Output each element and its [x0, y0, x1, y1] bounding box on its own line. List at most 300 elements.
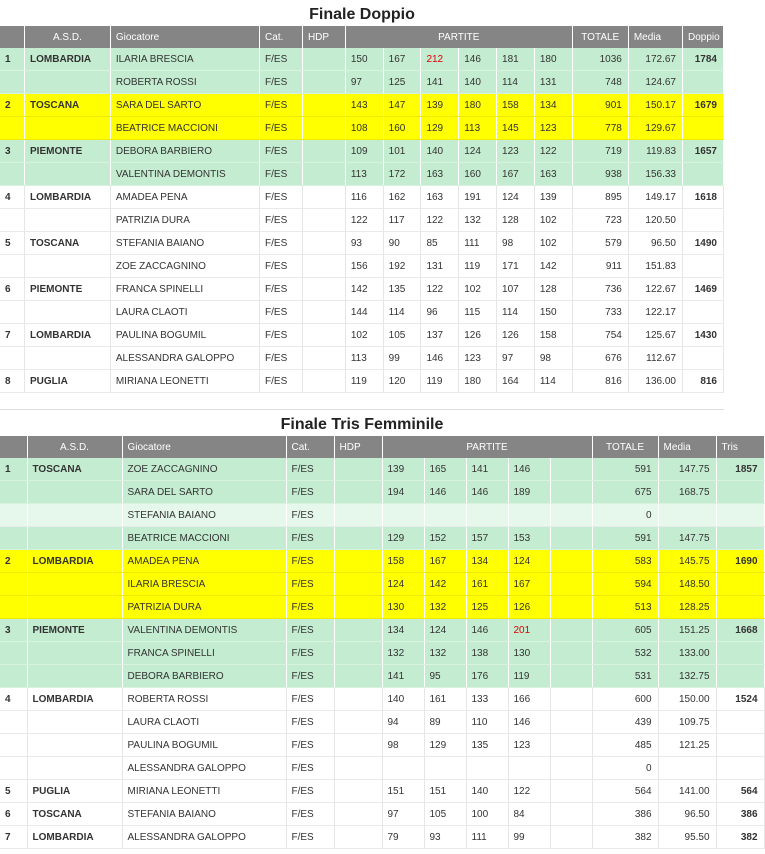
game-score-cell: 150 [534, 301, 572, 324]
game-score-cell: 101 [383, 140, 421, 163]
player-name-cell: VALENTINA DEMONTIS [110, 163, 259, 186]
game-score-cell: 139 [421, 94, 459, 117]
position-cell [0, 209, 25, 232]
tris-body [0, 458, 764, 849]
player-name-cell: STEFANIA BAIANO [122, 803, 286, 826]
totale-cell: 439 [592, 711, 658, 734]
position-cell [0, 734, 27, 757]
game-score-cell: 160 [383, 117, 421, 140]
game-score-cell: 102 [459, 278, 497, 301]
player-name-cell: FRANCA SPINELLI [110, 278, 259, 301]
game-score-cell: 98 [497, 232, 535, 255]
game-score-cell: 93 [424, 826, 466, 849]
game-score-cell: 114 [497, 71, 535, 94]
team-score-cell [716, 481, 764, 504]
player-name-cell: ILARIA BRESCIA [122, 573, 286, 596]
player-name-cell: BEATRICE MACCIONI [122, 527, 286, 550]
hdp-cell [334, 550, 382, 573]
media-cell: 151.25 [658, 619, 716, 642]
game-score-cell: 129 [382, 527, 424, 550]
game-score-cell: 201 [508, 619, 550, 642]
game-score-cell: 132 [424, 642, 466, 665]
asd-cell [27, 711, 122, 734]
game-score-cell: 124 [424, 619, 466, 642]
player-name-cell: AMADEA PENA [122, 550, 286, 573]
game-score-cell: 125 [383, 71, 421, 94]
game-score-cell: 124 [382, 573, 424, 596]
team-score-cell: 386 [716, 803, 764, 826]
media-cell: 119.83 [628, 140, 682, 163]
category-cell: F/ES [286, 688, 334, 711]
table-row [0, 370, 724, 393]
game-score-cell: 130 [382, 596, 424, 619]
game-score-cell: 90 [383, 232, 421, 255]
table-row [0, 209, 724, 232]
player-name-cell: PATRIZIA DURA [110, 209, 259, 232]
position-cell: 1 [0, 458, 27, 481]
game-score-cell: 144 [345, 301, 383, 324]
table-row [0, 301, 724, 324]
category-cell: F/ES [260, 163, 303, 186]
asd-cell: LOMBARDIA [27, 688, 122, 711]
header-cat: Cat. [286, 436, 334, 458]
game-score-cell: 146 [466, 481, 508, 504]
game-score-cell: 180 [459, 370, 497, 393]
position-cell [0, 757, 27, 780]
totale-cell: 532 [592, 642, 658, 665]
asd-cell [27, 757, 122, 780]
category-cell: F/ES [286, 826, 334, 849]
media-cell: 136.00 [628, 370, 682, 393]
game-score-cell: 161 [466, 573, 508, 596]
table-row [0, 573, 764, 596]
category-cell: F/ES [286, 573, 334, 596]
game-score-cell: 146 [466, 619, 508, 642]
game-score-cell: 146 [508, 711, 550, 734]
game-score-cell: 113 [345, 347, 383, 370]
hdp-cell [334, 826, 382, 849]
game-score-cell [466, 504, 508, 527]
header-asd: A.S.D. [27, 436, 122, 458]
media-cell: 96.50 [658, 803, 716, 826]
player-name-cell: AMADEA PENA [110, 186, 259, 209]
game-score-cell: 94 [382, 711, 424, 734]
game-score-cell [466, 757, 508, 780]
empty-game-cell [550, 757, 592, 780]
game-score-cell: 113 [459, 117, 497, 140]
game-score-cell: 150 [345, 48, 383, 71]
category-cell: F/ES [260, 209, 303, 232]
totale-cell: 816 [572, 370, 628, 393]
game-score-cell: 156 [345, 255, 383, 278]
game-score-cell: 141 [421, 71, 459, 94]
asd-cell [27, 573, 122, 596]
hdp-cell [334, 734, 382, 757]
team-score-cell [716, 596, 764, 619]
game-score-cell: 122 [345, 209, 383, 232]
game-score-cell: 180 [459, 94, 497, 117]
player-name-cell: BEATRICE MACCIONI [110, 117, 259, 140]
game-score-cell: 137 [421, 324, 459, 347]
game-score-cell: 167 [508, 573, 550, 596]
game-score-cell: 146 [508, 458, 550, 481]
game-score-cell: 143 [345, 94, 383, 117]
game-score-cell: 120 [383, 370, 421, 393]
game-score-cell: 131 [421, 255, 459, 278]
totale-cell: 1036 [572, 48, 628, 71]
empty-game-cell [550, 803, 592, 826]
player-name-cell: MIRIANA LEONETTI [110, 370, 259, 393]
game-score-cell [382, 504, 424, 527]
empty-game-cell [550, 481, 592, 504]
empty-game-cell [550, 642, 592, 665]
game-score-cell: 163 [421, 163, 459, 186]
hdp-cell [302, 324, 345, 347]
empty-game-cell [550, 504, 592, 527]
media-cell: 112.67 [628, 347, 682, 370]
empty-game-cell [550, 573, 592, 596]
game-score-cell: 84 [508, 803, 550, 826]
player-name-cell: ROBERTA ROSSI [122, 688, 286, 711]
header-hdp: HDP [302, 26, 345, 48]
asd-cell [25, 347, 111, 370]
game-score-cell: 107 [497, 278, 535, 301]
game-score-cell: 123 [534, 117, 572, 140]
table-row [0, 619, 764, 642]
media-cell: 145.75 [658, 550, 716, 573]
category-cell: F/ES [260, 186, 303, 209]
game-score-cell: 140 [421, 140, 459, 163]
position-cell: 3 [0, 140, 25, 163]
position-cell: 4 [0, 688, 27, 711]
asd-cell: PIEMONTE [25, 140, 111, 163]
hdp-cell [334, 642, 382, 665]
position-cell [0, 255, 25, 278]
position-cell: 8 [0, 370, 25, 393]
asd-cell: PUGLIA [27, 780, 122, 803]
asd-cell [27, 734, 122, 757]
game-score-cell: 163 [534, 163, 572, 186]
game-score-cell: 126 [497, 324, 535, 347]
table-row [0, 803, 764, 826]
table-row [0, 458, 764, 481]
media-cell: 149.17 [628, 186, 682, 209]
hdp-cell [302, 94, 345, 117]
player-name-cell: ZOE ZACCAGNINO [110, 255, 259, 278]
media-cell: 156.33 [628, 163, 682, 186]
category-cell: F/ES [286, 757, 334, 780]
game-score-cell: 130 [508, 642, 550, 665]
game-score-cell: 167 [424, 550, 466, 573]
totale-cell: 733 [572, 301, 628, 324]
category-cell: F/ES [286, 527, 334, 550]
position-cell [0, 642, 27, 665]
table-row [0, 826, 764, 849]
header-pos [0, 26, 25, 48]
game-score-cell: 194 [382, 481, 424, 504]
table-row [0, 711, 764, 734]
position-cell [0, 347, 25, 370]
game-score-cell: 167 [497, 163, 535, 186]
team-score-cell: 1690 [716, 550, 764, 573]
table-row [0, 642, 764, 665]
game-score-cell: 98 [534, 347, 572, 370]
position-cell [0, 596, 27, 619]
doppio-table [0, 26, 724, 393]
team-score-cell [683, 255, 724, 278]
position-cell: 7 [0, 324, 25, 347]
team-score-cell: 1618 [683, 186, 724, 209]
category-cell: F/ES [260, 370, 303, 393]
totale-cell: 513 [592, 596, 658, 619]
game-score-cell: 189 [508, 481, 550, 504]
team-score-cell: 564 [716, 780, 764, 803]
game-score-cell [424, 504, 466, 527]
game-score-cell: 125 [466, 596, 508, 619]
team-score-cell: 1857 [716, 458, 764, 481]
game-score-cell: 134 [382, 619, 424, 642]
category-cell: F/ES [286, 711, 334, 734]
game-score-cell: 122 [508, 780, 550, 803]
table-row [0, 232, 724, 255]
header-partite: PARTITE [382, 436, 592, 458]
empty-game-cell [550, 665, 592, 688]
asd-cell: TOSCANA [27, 458, 122, 481]
game-score-cell: 79 [382, 826, 424, 849]
game-score-cell: 135 [383, 278, 421, 301]
media-cell: 151.83 [628, 255, 682, 278]
table-row [0, 504, 764, 527]
game-score-cell: 142 [345, 278, 383, 301]
game-score-cell [382, 757, 424, 780]
asd-cell: TOSCANA [25, 232, 111, 255]
category-cell: F/ES [286, 550, 334, 573]
hdp-cell [302, 278, 345, 301]
game-score-cell: 96 [421, 301, 459, 324]
position-cell [0, 711, 27, 734]
hdp-cell [334, 596, 382, 619]
position-cell: 1 [0, 48, 25, 71]
team-score-cell [716, 711, 764, 734]
media-cell: 96.50 [628, 232, 682, 255]
hdp-cell [302, 370, 345, 393]
hdp-cell [334, 688, 382, 711]
empty-game-cell [550, 596, 592, 619]
game-score-cell: 111 [466, 826, 508, 849]
hdp-cell [302, 71, 345, 94]
asd-cell: LOMBARDIA [27, 826, 122, 849]
game-score-cell: 95 [424, 665, 466, 688]
position-cell [0, 481, 27, 504]
totale-cell: 895 [572, 186, 628, 209]
category-cell: F/ES [286, 780, 334, 803]
game-score-cell: 141 [466, 458, 508, 481]
table-row [0, 550, 764, 573]
totale-cell: 600 [592, 688, 658, 711]
game-score-cell: 122 [421, 209, 459, 232]
asd-cell [27, 504, 122, 527]
team-score-cell: 1524 [716, 688, 764, 711]
game-score-cell: 102 [534, 209, 572, 232]
game-score-cell: 129 [421, 117, 459, 140]
game-score-cell: 114 [534, 370, 572, 393]
team-score-cell [716, 757, 764, 780]
game-score-cell: 89 [424, 711, 466, 734]
game-score-cell: 122 [421, 278, 459, 301]
asd-cell: PUGLIA [25, 370, 111, 393]
category-cell: F/ES [260, 278, 303, 301]
player-name-cell: ILARIA BRESCIA [110, 48, 259, 71]
doppio-title: Finale Doppio [309, 6, 415, 23]
game-score-cell: 166 [508, 688, 550, 711]
hdp-cell [302, 186, 345, 209]
totale-cell: 583 [592, 550, 658, 573]
hdp-cell [334, 803, 382, 826]
doppio-body [0, 48, 724, 393]
game-score-cell [424, 757, 466, 780]
game-score-cell: 97 [497, 347, 535, 370]
totale-cell: 778 [572, 117, 628, 140]
player-name-cell: SARA DEL SARTO [110, 94, 259, 117]
hdp-cell [302, 48, 345, 71]
player-name-cell: PATRIZIA DURA [122, 596, 286, 619]
game-score-cell: 212 [421, 48, 459, 71]
game-score-cell: 146 [421, 347, 459, 370]
position-cell [0, 163, 25, 186]
game-score-cell: 152 [424, 527, 466, 550]
category-cell: F/ES [260, 71, 303, 94]
tris-header-row [0, 436, 764, 458]
game-score-cell: 151 [424, 780, 466, 803]
hdp-cell [302, 255, 345, 278]
totale-cell: 594 [592, 573, 658, 596]
game-score-cell: 140 [382, 688, 424, 711]
team-score-cell [716, 734, 764, 757]
category-cell: F/ES [260, 347, 303, 370]
position-cell [0, 301, 25, 324]
position-cell [0, 573, 27, 596]
totale-cell: 386 [592, 803, 658, 826]
totale-cell: 591 [592, 527, 658, 550]
category-cell: F/ES [260, 94, 303, 117]
game-score-cell: 124 [508, 550, 550, 573]
game-score-cell: 141 [382, 665, 424, 688]
totale-cell: 911 [572, 255, 628, 278]
game-score-cell: 110 [466, 711, 508, 734]
hdp-cell [334, 711, 382, 734]
hdp-cell [302, 347, 345, 370]
game-score-cell: 99 [383, 347, 421, 370]
header-asd: A.S.D. [25, 26, 111, 48]
game-score-cell: 124 [497, 186, 535, 209]
asd-cell [25, 301, 111, 324]
position-cell: 4 [0, 186, 25, 209]
game-score-cell: 119 [345, 370, 383, 393]
team-score-cell: 382 [716, 826, 764, 849]
category-cell: F/ES [260, 117, 303, 140]
game-score-cell: 129 [424, 734, 466, 757]
media-cell [658, 757, 716, 780]
media-cell: 133.00 [658, 642, 716, 665]
asd-cell: PIEMONTE [25, 278, 111, 301]
empty-game-cell [550, 550, 592, 573]
game-score-cell: 139 [382, 458, 424, 481]
asd-cell [25, 209, 111, 232]
category-cell: F/ES [286, 596, 334, 619]
table-row [0, 94, 724, 117]
game-score-cell: 140 [466, 780, 508, 803]
asd-cell: PIEMONTE [27, 619, 122, 642]
header-media: Media [628, 26, 682, 48]
totale-cell: 754 [572, 324, 628, 347]
asd-cell: LOMBARDIA [25, 48, 111, 71]
header-giocatore: Giocatore [110, 26, 259, 48]
header-totale: TOTALE [572, 26, 628, 48]
player-name-cell: ALESSANDRA GALOPPO [110, 347, 259, 370]
game-score-cell: 102 [345, 324, 383, 347]
game-score-cell: 122 [534, 140, 572, 163]
hdp-cell [334, 757, 382, 780]
game-score-cell: 119 [421, 370, 459, 393]
game-score-cell: 114 [383, 301, 421, 324]
game-score-cell: 128 [497, 209, 535, 232]
position-cell: 5 [0, 232, 25, 255]
game-score-cell: 157 [466, 527, 508, 550]
team-score-cell [716, 527, 764, 550]
asd-cell [25, 71, 111, 94]
game-score-cell: 151 [382, 780, 424, 803]
table-row [0, 757, 764, 780]
position-cell: 2 [0, 550, 27, 573]
media-cell: 129.67 [628, 117, 682, 140]
hdp-cell [334, 665, 382, 688]
media-cell: 125.67 [628, 324, 682, 347]
position-cell [0, 527, 27, 550]
game-score-cell: 165 [424, 458, 466, 481]
game-score-cell: 163 [421, 186, 459, 209]
team-score-cell: 1668 [716, 619, 764, 642]
asd-cell: TOSCANA [27, 803, 122, 826]
empty-game-cell [550, 826, 592, 849]
position-cell [0, 71, 25, 94]
totale-cell: 675 [592, 481, 658, 504]
hdp-cell [302, 232, 345, 255]
empty-game-cell [550, 780, 592, 803]
team-score-cell [683, 117, 724, 140]
player-name-cell: LAURA CLAOTI [122, 711, 286, 734]
table-row [0, 140, 724, 163]
doppio-header-row [0, 26, 724, 48]
media-cell: 128.25 [658, 596, 716, 619]
game-score-cell: 160 [459, 163, 497, 186]
game-score-cell: 158 [497, 94, 535, 117]
media-cell: 122.67 [628, 278, 682, 301]
header-doppio: Doppio [683, 26, 724, 48]
team-score-cell: 1657 [683, 140, 724, 163]
totale-cell: 676 [572, 347, 628, 370]
empty-game-cell [550, 688, 592, 711]
player-name-cell: VALENTINA DEMONTIS [122, 619, 286, 642]
game-score-cell: 135 [466, 734, 508, 757]
player-name-cell: DEBORA BARBIERO [110, 140, 259, 163]
game-score-cell: 113 [345, 163, 383, 186]
player-name-cell: ROBERTA ROSSI [110, 71, 259, 94]
position-cell [0, 117, 25, 140]
category-cell: F/ES [286, 504, 334, 527]
game-score-cell: 132 [459, 209, 497, 232]
game-score-cell: 123 [497, 140, 535, 163]
game-score-cell: 99 [508, 826, 550, 849]
